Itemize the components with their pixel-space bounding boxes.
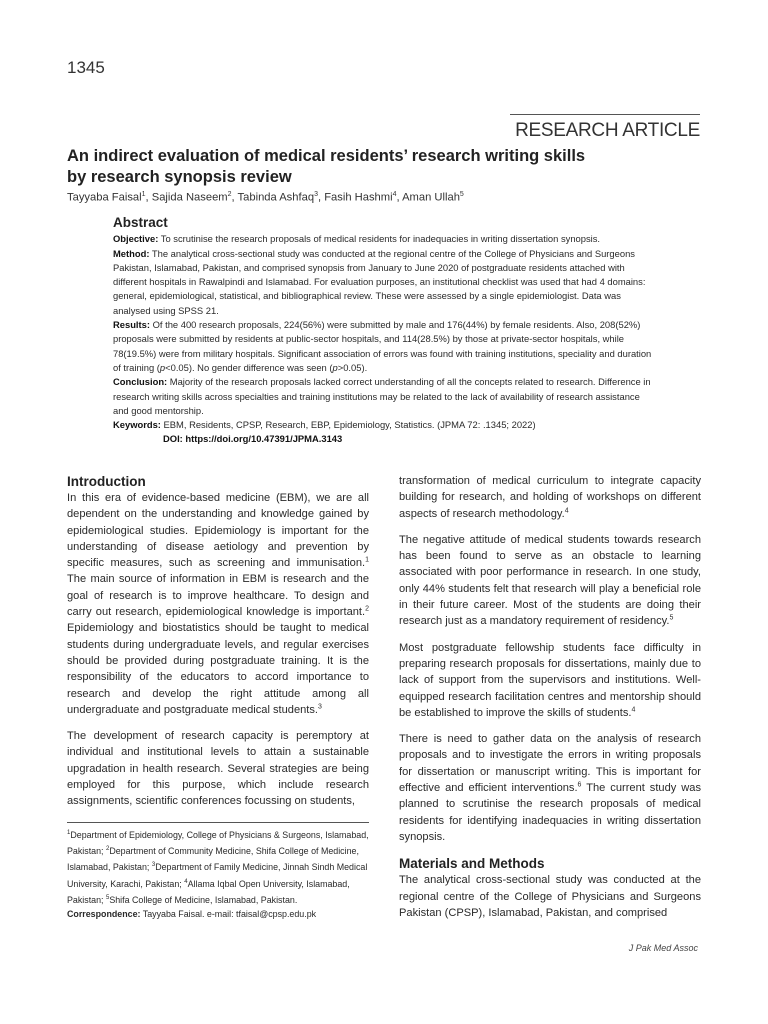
abstract-results: [113, 318, 658, 375]
results-label: Results:: [113, 319, 150, 331]
author-separator: ,: [317, 191, 325, 204]
author-list: [67, 191, 464, 204]
paragraph-text: transformation of medical curriculum to integrate capacity building for research, and holding of workshops on different aspects of research methodology.: [399, 475, 701, 520]
paragraph-text: There is need to gather data on the analysis of research proposals and to investigate the errors in writing proposals for dissertation or manuscript writing. This is important for effective and efficient interventions.: [399, 733, 701, 795]
method-text: The analytical cross-sectional study was conducted at the regional centre of the College of Physicians and Surgeons Pakistan, Islamabad, Pakistan, and comprised synopsis from January to June 2020 of postgraduate residents attached with different hospitals in Rawalpindi and Islamabad. For evaluation purposes, an institutional checklist was used that had 4 domains: general, epidemiological, statistical, and bibliographical review. These were assessed by a single epidemiologist. Data was analysed using SPSS 21.: [113, 247, 646, 316]
affiliation-text: Department of Community Medicine, Shifa College of Medicine, Islamabad, Pakistan;: [67, 846, 359, 873]
affiliation-ref: 1: [67, 830, 71, 836]
abstract-conclusion: [113, 375, 658, 418]
affiliations-footnote: [67, 826, 369, 921]
results-text: >0.05).: [337, 361, 368, 373]
abstract-objective: [113, 232, 658, 246]
author-affiliation-ref: 5: [459, 191, 464, 198]
methods-paragraph: The analytical cross-sectional study was conducted at the regional centre of the College of Physicians and Surgeons Pakistan (CPSP), Islamabad, Pakistan, and comprised: [399, 874, 701, 919]
author-affiliation-ref: 4: [392, 191, 397, 198]
author-name: Tayyaba Faisal: [67, 191, 142, 204]
author-affiliation-ref: 2: [227, 191, 232, 198]
body-paragraph: [399, 532, 701, 630]
affiliation-ref: 2: [105, 846, 110, 853]
affiliation-text: Department of Epidemiology, College of Physicians & Surgeons, Islamabad, Pakistan;: [67, 829, 369, 857]
header-rule: [510, 114, 700, 115]
title-line-1: An indirect evaluation of medical residents’ research writing skills: [67, 147, 586, 165]
affiliation-text: Department of Family Medicine, Jinnah Sindh Medical University, Karachi, Pakistan;: [67, 862, 368, 889]
author-name: Fasih Hashmi: [324, 191, 393, 204]
citation-ref[interactable]: 3: [318, 703, 322, 711]
citation-ref[interactable]: 4: [631, 706, 636, 714]
keywords-label: Keywords:: [113, 419, 161, 431]
affiliation-ref: 5: [105, 894, 110, 901]
correspondence-text[interactable]: Tayyaba Faisal. e-mail: tfaisal@cpsp.edu.pk: [140, 908, 317, 919]
body-paragraph: [399, 640, 701, 721]
author-affiliation-ref: 1: [141, 191, 146, 198]
keywords-text: EBM, Residents, CPSP, Research, EBP, Epidemiology, Statistics. (JPMA 72: .1345; 2022): [160, 419, 536, 431]
objective-text: To scrutinise the research proposals of medical residents for inadequacies in writing dissertation synopsis.: [158, 233, 601, 245]
article-type-label: RESEARCH ARTICLE: [515, 120, 700, 141]
affiliation-ref: 3: [151, 862, 156, 869]
conclusion-label: Conclusion:: [113, 376, 168, 388]
left-column: [67, 473, 369, 820]
paragraph-text: The current study was planned to scrutinise the research proposals of medical residents for identifying inadequacies in writing dissertation synopsis.: [399, 782, 702, 843]
author-separator: ,: [396, 191, 403, 204]
author-name: Aman Ullah: [402, 191, 460, 204]
abstract-method: [113, 247, 658, 318]
author-name: Sajida Naseem: [151, 191, 228, 204]
intro-paragraph: [67, 490, 369, 718]
journal-footer: J Pak Med Assoc: [628, 943, 698, 953]
citation-ref[interactable]: 1: [365, 556, 369, 564]
paragraph-text: The main source of information in EBM is research and the goal of research is to improve healthcare. To design and carry out research, epidemiological knowledge is important.: [67, 573, 369, 619]
paragraph-text: Most postgraduate fellowship students face difficulty in preparing research proposals for dissertations, mainly due to lack of support from the supervisors and institutions. Well-equipped research facilitation centres and mentorship should be established to improve the skills of students.: [399, 641, 701, 719]
abstract-section: [113, 216, 658, 447]
intro-paragraph: The development of research capacity is peremptory at individual and institutional levels to attain a sustainable upgradation in health research. Several strategies are being employed for this purpose, which include research assignments, scientific conferences focussing on students,: [67, 730, 369, 808]
affiliation-text: Shifa College of Medicine, Islamabad, Pakistan.: [109, 894, 298, 905]
author-name: Tabinda Ashfaq: [237, 191, 315, 204]
article-title: [67, 146, 647, 188]
methods-heading: Materials and Methods: [399, 856, 545, 872]
introduction-heading: Introduction: [67, 474, 146, 489]
citation-ref[interactable]: 5: [669, 614, 674, 622]
results-text: <0.05). No gender difference was seen (: [165, 361, 333, 373]
affiliation-ref: 4: [184, 878, 188, 885]
citation-ref[interactable]: 6: [577, 781, 582, 789]
paragraph-text: The negative attitude of medical students towards research has been found to serve as an obstacle to learning associated with poor performance in research. In one study, only 44% students felt that research will play a beneficial role in their future career. Most of the students are doing their research just as a mandatory requirement of residency.: [399, 533, 701, 628]
page-number: 1345: [67, 58, 105, 77]
results-text: Of the 400 research proposals, 224(56%) were submitted by male and 176(44%) by female residents. Also, 208(52%) proposals were submitted by residents at public-sector hospitals, and 114(28.5%) by those at private-sector hospitals, while 78(19.5%) were from military hospitals. Significant association of errors was found with training institutions, speciality and duration of training (: [113, 319, 652, 373]
affiliations-rule: [67, 822, 369, 823]
citation-ref[interactable]: 4: [564, 506, 569, 514]
abstract-heading: Abstract: [113, 215, 168, 230]
p-value-symbol: p: [159, 361, 166, 373]
abstract-keywords: [113, 418, 658, 432]
right-column: [399, 473, 701, 931]
p-value-symbol: p: [332, 361, 338, 373]
paragraph-text: In this era of evidence-based medicine (EBM), we are all dependent on the understanding and knowledge gained by epidemiological studies. Epidemiology is important for the understanding of disease aetiology and prevention by specific measures, such as screening and immunisation.: [67, 492, 369, 570]
author-separator: ,: [231, 191, 238, 204]
title-line-2: by research synopsis review: [67, 168, 292, 186]
correspondence-label: Correspondence:: [67, 908, 141, 919]
objective-label: Objective:: [113, 233, 159, 245]
conclusion-text: Majority of the research proposals lacked correct understanding of all the concepts related to research. Difference in research writing skills across specialties and training institutions may be related to the lack of availability of research assistance and good mentorship.: [113, 376, 651, 416]
method-label: Method:: [113, 247, 150, 259]
paragraph-text: Epidemiology and biostatistics should be taught to medical students during undergraduate levels, and regular exercises should be provided during postgraduate training. It is the responsibility of the educators to accord importance to research and develop the right attitude among all undergraduate and postgraduate medical students.: [67, 622, 369, 716]
body-paragraph: [399, 731, 701, 845]
affiliation-text: Allama Iqbal Open University, Islamabad, Pakistan;: [67, 878, 350, 905]
author-affiliation-ref: 3: [314, 191, 318, 198]
body-paragraph: [399, 473, 701, 522]
doi-link[interactable]: DOI: https://doi.org/10.47391/JPMA.3143: [163, 433, 343, 445]
author-separator: ,: [145, 191, 152, 204]
citation-ref[interactable]: 2: [365, 605, 369, 613]
